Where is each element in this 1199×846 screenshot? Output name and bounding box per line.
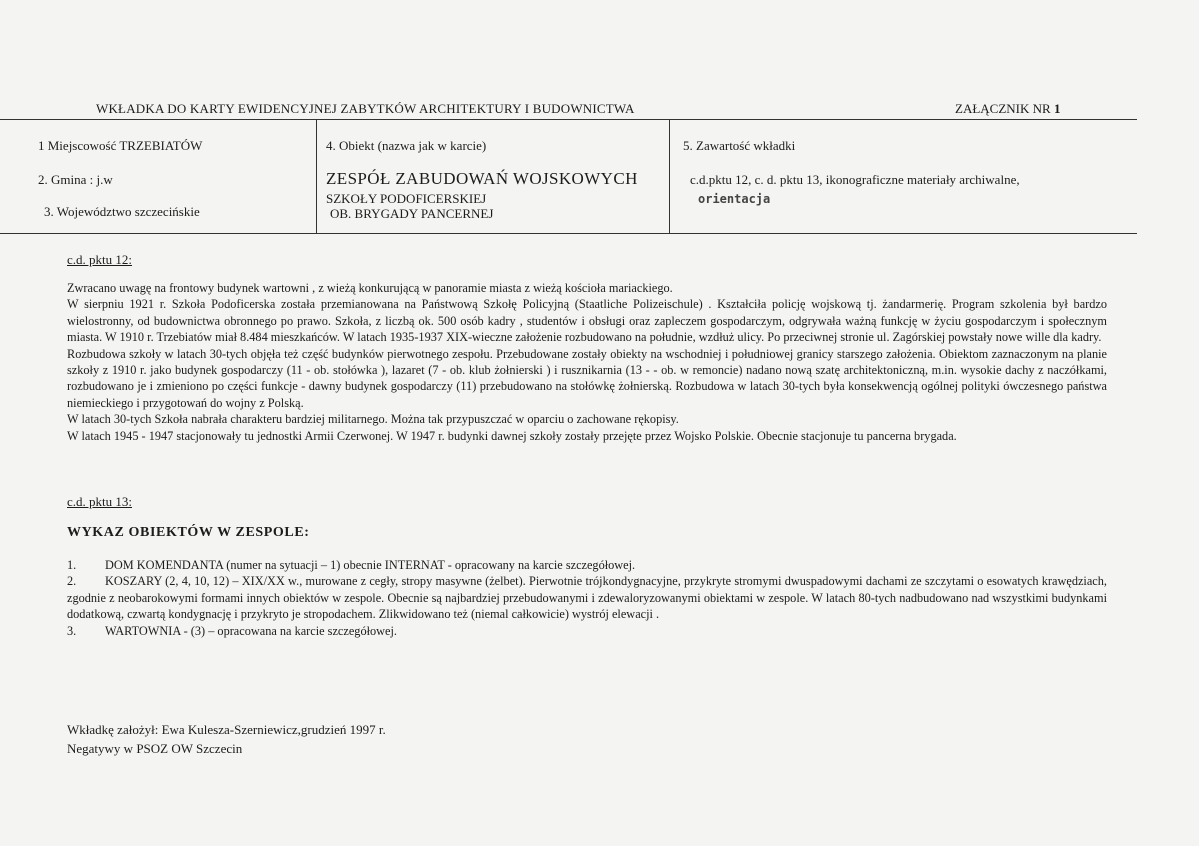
annex-label [955, 101, 1060, 117]
table-bottom-border [0, 233, 1137, 234]
list-item-number: 1. [67, 558, 77, 572]
list-item-number: 2. [67, 574, 77, 589]
section-12-paragraph: Zwracano uwagę na frontowy budynek wartowni , z wieżą konkurującą w panoramie miasta z wieżą kościoła mariackiego. [67, 281, 673, 295]
contents-label: 5. Zawartość wkładki [683, 138, 796, 153]
object-subtitle-2: OB. BRYGADY PANCERNEJ [330, 206, 494, 221]
section-12-paragraph: W latach 30-tych Szkoła nabrała charakteru bardziej militarnego. Można tak przypuszczać w oparciu o zachowane rękopisy. [67, 412, 679, 427]
object-subtitle-1: SZKOŁY PODOFICERSKIEJ [326, 191, 487, 206]
list-item [67, 623, 1107, 639]
section-13-label: c.d. pktu 13: [67, 494, 132, 509]
objects-list [67, 557, 1107, 639]
voivodeship-field: 3. Województwo szczecińskie [44, 204, 200, 219]
annex-number: 1 [1053, 101, 1061, 116]
contents-value: c.d.pktu 12, c. d. pktu 13, ikonograficzne materiały archiwalne, [690, 172, 1020, 187]
document-footer [67, 720, 386, 758]
section-12-paragraph: W latach 1945 - 1947 stacjonowały tu jednostki Armii Czerwonej. W 1947 r. budynki dawnej szkoły zostały przejęte przez Wojsko Polskie. Obecnie stacjonuje tu pancerna brygada. [67, 428, 957, 443]
annex-label-text: ZAŁĄCZNIK NR [955, 101, 1051, 116]
section-12-label: c.d. pktu 12: [67, 252, 132, 267]
orientation-stamp: orientacja [698, 192, 771, 206]
section-12-paragraph: Rozbudowa szkoły w latach 30-tych objęła też część budynków pierwotnego zespołu. Przebudowane zostały obiekty na wschodniej i południowej granicy starszego założenia. Obiektom zaznaczonym na planie szkoły z 1910 r. jako budynek gospodarczy (11 - ob. stołówka ), lazaret (7 - ob. klub żołnierski ) i rusznikarnia (13 - - ob. w remoncie) nadano nową szatę architektoniczną, m.in. wysokie dachy z naczółkami, rozbudowano je i zmieniono po części funkcje - dawny budynek gospodarczy (11) przebudowano na stołówkę żołnierską. Rozbudowa w latach 30-tych była konsekwencją ogólnej polityki ówczesnego państwa niemieckiego i przygotowań do wojny z Polską. [67, 346, 1107, 410]
list-item-text: DOM KOMENDANTA (numer na sytuacji – 1) obecnie INTERNAT - opracowany na karcie szczegółowej. [105, 558, 636, 572]
location-field: 1 Miejscowość TRZEBIATÓW [38, 138, 203, 153]
list-item [67, 557, 1107, 573]
list-item-number: 3. [67, 623, 77, 638]
section-12-body [67, 280, 1107, 444]
object-title: ZESPÓŁ ZABUDOWAŃ WOJSKOWYCH [326, 169, 638, 188]
table-divider-2 [669, 119, 670, 233]
list-item [67, 573, 1107, 622]
section-12-paragraph: W sierpniu 1921 r. Szkoła Podoficerska została przemianowana na Państwową Szkołę Policyjną (Staatliche Polizeischule) . Kształciła policję wojskową tj. żandarmerię. Program szkolenia był bardzo wielostronny, od budownictwa obronnego po prawo. Szkoła, z liczbą ok. 500 osób kadry , studentów i obsługi oraz zapleczem gospodarczym, odgrywała ważną funkcję w życiu gospodarczym i społecznym miasta. W 1910 r. Trzebiatów miał 8.484 mieszkańców. W latach 1935-1937 XIX-wieczne założenie rozbudowano na południe, wzdłuż ulicy. Po przeciwnej stronie ul. Zagórskiej powstały nowe wille dla kadry. [67, 297, 1107, 345]
document-header-title: WKŁADKA DO KARTY EWIDENCYJNEJ ZABYTKÓW ARCHITEKTURY I BUDOWNICTWA [96, 101, 635, 116]
author-line: Wkładkę założył: Ewa Kulesza-Szerniewicz,grudzień 1997 r. [67, 722, 386, 737]
negatives-line: Negatywy w PSOZ OW Szczecin [67, 741, 243, 756]
objects-list-heading: WYKAZ OBIEKTÓW W ZESPOLE: [67, 525, 310, 540]
municipality-field: 2. Gmina : j.w [38, 172, 113, 187]
list-item-text: KOSZARY (2, 4, 10, 12) – XIX/XX w., murowane z cegły, stropy masywne (żelbet). Pierwotnie trójkondygnacyjne, przykryte stromymi dwuspadowymi dachami ze szczytami o esowatych krawędziach, zgodnie z neobarokowymi formami innych obiektów w zespole. Obecnie są najbardziej przebudowanymi i zdewaloryzowanymi obiektami w zespole. W latach 80-tych nadbudowano nad wszystkimi budynkami dodatkową, czwartą kondygnację i przykryto je stropodachem. Zlikwidowano też (niemal całkowicie) wystrój elewacji . [67, 574, 1107, 622]
table-top-border [0, 119, 1137, 120]
object-label: 4. Obiekt (nazwa jak w karcie) [326, 138, 487, 153]
list-item-text: WARTOWNIA - (3) – opracowana na karcie szczegółowej. [105, 623, 397, 638]
table-divider-1 [316, 119, 317, 233]
